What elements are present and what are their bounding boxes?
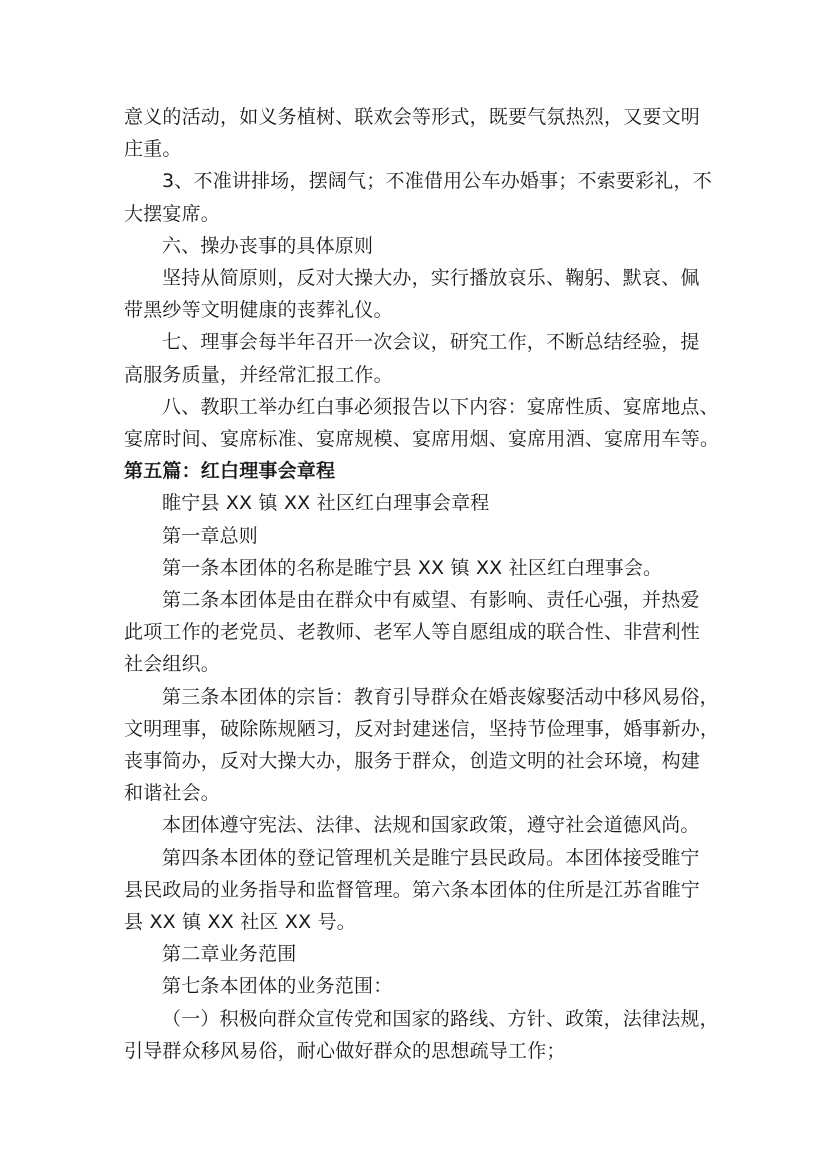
paragraph <box>124 842 724 939</box>
paragraph <box>124 101 724 165</box>
paragraph <box>124 809 724 841</box>
paragraph <box>124 262 724 326</box>
text-line: 第七条本团体的业务范围： <box>162 975 393 998</box>
text-line: 此项工作的老党员、老教师、老军人等自愿组成的联合性、非营利性 <box>124 621 701 644</box>
paragraph <box>124 970 724 1002</box>
paragraph <box>124 391 724 455</box>
text-line: （一）积极向群众宣传党和国家的路线、方针、政策，法律法规， <box>162 1007 719 1030</box>
text-line: 睢宁县 XX 镇 XX 社区红白理事会章程 <box>162 492 490 515</box>
text-line: 意义的活动，如义务植树、联欢会等形式，既要气氛热烈，又要文明 <box>124 106 701 128</box>
text-line: 第四条本团体的登记管理机关是睢宁县民政局。本团体接受睢宁 <box>162 846 700 869</box>
text-line: 社会组织。 <box>124 653 221 676</box>
text-line: 第二章业务范围 <box>162 943 297 966</box>
text-line: 庄重。 <box>124 138 182 161</box>
text-line: 大摆宴席。 <box>124 202 221 225</box>
section-heading <box>124 455 724 487</box>
document-page <box>124 101 724 1067</box>
paragraph <box>124 520 724 552</box>
text-line: 第二条本团体是由在群众中有威望、有影响、责任心强，并热爱 <box>162 589 700 612</box>
text-line: 七、理事会每半年召开一次会议，研究工作，不断总结经验，提 <box>162 331 700 354</box>
text-line: 第一条本团体的名称是睢宁县 XX 镇 XX 社区红白理事会。 <box>162 556 663 579</box>
paragraph <box>124 1003 724 1067</box>
paragraph <box>124 326 724 390</box>
paragraph <box>124 938 724 970</box>
text-line: 第一章总则 <box>162 524 259 547</box>
paragraph <box>124 487 724 519</box>
text-line: 八、教职工举办红白事必须报告以下内容：宴席性质、宴席地点、 <box>162 395 719 418</box>
text-line: 宴席时间、宴席标准、宴席规模、宴席用烟、宴席用酒、宴席用车等。 <box>124 428 720 451</box>
paragraph <box>124 230 724 262</box>
text-line: 县 XX 镇 XX 社区 XX 号。 <box>124 911 356 934</box>
paragraph <box>124 584 724 681</box>
text-line: 丧事简办，反对大操大办，服务于群众，创造文明的社会环境，构建 <box>124 750 701 773</box>
text-line: 3、不准讲排场，摆阔气；不准借用公车办婚事；不索要彩礼，不 <box>162 170 712 193</box>
text-line: 第三条本团体的宗旨：教育引导群众在婚丧嫁娶活动中移风易俗， <box>162 685 719 708</box>
text-line: 带黑纱等文明健康的丧葬礼仪。 <box>124 299 393 322</box>
text-line: 本团体遵守宪法、法律、法规和国家政策，遵守社会道德风尚。 <box>162 814 700 837</box>
paragraph <box>124 681 724 810</box>
text-line: 高服务质量，并经常汇报工作。 <box>124 363 393 386</box>
text-line: 第五篇：红白理事会章程 <box>124 460 336 483</box>
paragraph <box>124 165 724 229</box>
text-line: 县民政局的业务指导和监督管理。第六条本团体的住所是江苏省睢宁 <box>124 878 701 901</box>
text-line: 坚持从简原则，反对大操大办，实行播放哀乐、鞠躬、默哀、佩 <box>162 267 700 290</box>
text-line: 引导群众移风易俗，耐心做好群众的思想疏导工作； <box>124 1039 566 1062</box>
paragraph <box>124 552 724 584</box>
text-line: 文明理事，破除陈规陋习，反对封建迷信，坚持节俭理事，婚事新办， <box>124 717 720 740</box>
text-line: 和谐社会。 <box>124 782 221 805</box>
text-line: 六、操办丧事的具体原则 <box>162 234 374 257</box>
